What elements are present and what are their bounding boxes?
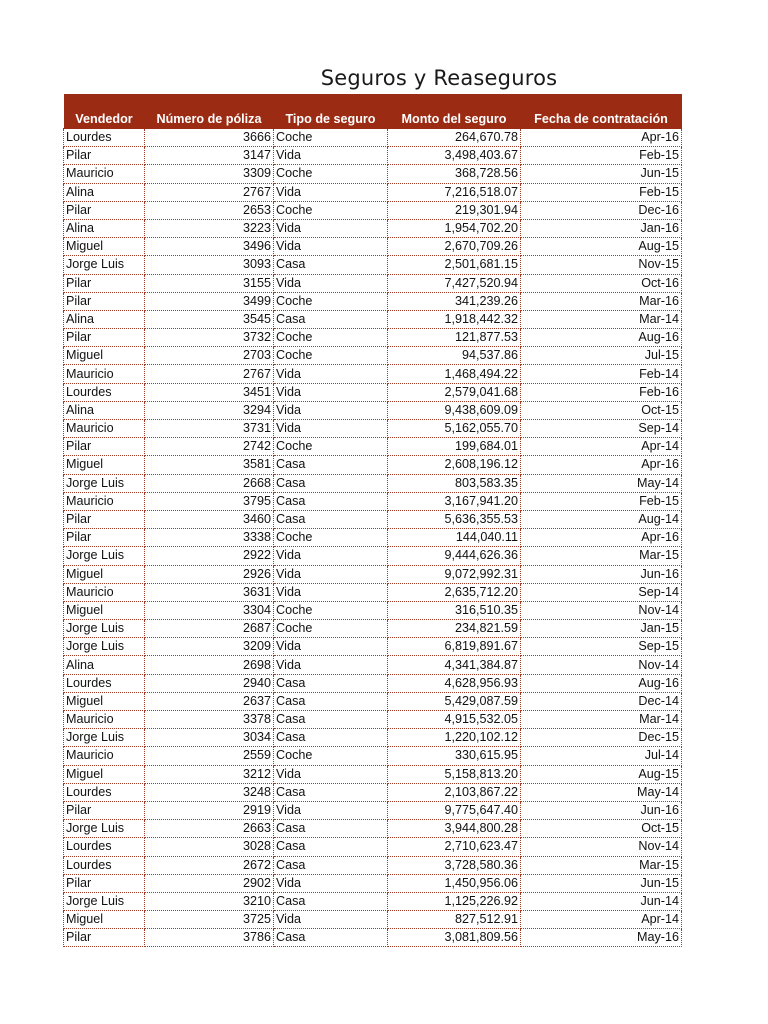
- cell-numero-poliza[interactable]: 3581: [145, 456, 274, 474]
- cell-monto-seguro[interactable]: 94,537.86: [388, 347, 521, 365]
- table-row: [64, 365, 682, 383]
- column-header-tipo-seguro[interactable]: Tipo de seguro: [274, 94, 388, 129]
- cell-tipo-seguro[interactable]: Casa: [274, 674, 388, 692]
- cell-vendedor[interactable]: Miguel: [64, 456, 145, 474]
- cell-fecha-contratacion[interactable]: Oct-16: [521, 274, 682, 292]
- cell-vendedor[interactable]: Lourdes: [64, 674, 145, 692]
- cell-fecha-contratacion[interactable]: Jul-15: [521, 347, 682, 365]
- cell-fecha-contratacion[interactable]: Apr-14: [521, 911, 682, 929]
- table-row: [64, 601, 682, 619]
- cell-numero-poliza[interactable]: 3786: [145, 929, 274, 947]
- cell-fecha-contratacion[interactable]: Feb-15: [521, 183, 682, 201]
- table-row: [64, 911, 682, 929]
- cell-tipo-seguro[interactable]: Vida: [274, 801, 388, 819]
- cell-vendedor[interactable]: Pilar: [64, 874, 145, 892]
- cell-vendedor[interactable]: Pilar: [64, 510, 145, 528]
- cell-monto-seguro[interactable]: 368,728.56: [388, 165, 521, 183]
- cell-vendedor[interactable]: Pilar: [64, 147, 145, 165]
- cell-tipo-seguro[interactable]: Vida: [274, 874, 388, 892]
- cell-fecha-contratacion[interactable]: Jan-16: [521, 219, 682, 237]
- column-header-monto-seguro[interactable]: Monto del seguro: [388, 94, 521, 129]
- cell-monto-seguro[interactable]: 4,915,532.05: [388, 711, 521, 729]
- cell-monto-seguro[interactable]: 7,216,518.07: [388, 183, 521, 201]
- cell-tipo-seguro[interactable]: Casa: [274, 929, 388, 947]
- table-row: [64, 510, 682, 528]
- cell-numero-poliza[interactable]: 2653: [145, 201, 274, 219]
- cell-monto-seguro[interactable]: 199,684.01: [388, 438, 521, 456]
- cell-fecha-contratacion[interactable]: Feb-14: [521, 365, 682, 383]
- cell-numero-poliza[interactable]: 2767: [145, 183, 274, 201]
- cell-fecha-contratacion[interactable]: Oct-15: [521, 401, 682, 419]
- cell-tipo-seguro[interactable]: Vida: [274, 238, 388, 256]
- cell-vendedor[interactable]: Alina: [64, 310, 145, 328]
- cell-numero-poliza[interactable]: 3147: [145, 147, 274, 165]
- cell-numero-poliza[interactable]: 3209: [145, 638, 274, 656]
- cell-vendedor[interactable]: Mauricio: [64, 747, 145, 765]
- table-row: [64, 219, 682, 237]
- cell-tipo-seguro[interactable]: Vida: [274, 547, 388, 565]
- cell-vendedor[interactable]: Jorge Luis: [64, 620, 145, 638]
- cell-monto-seguro[interactable]: 2,103,867.22: [388, 783, 521, 801]
- table-row: [64, 529, 682, 547]
- cell-vendedor[interactable]: Jorge Luis: [64, 256, 145, 274]
- sheet-title: Seguros y Reaseguros: [320, 66, 558, 90]
- cell-monto-seguro[interactable]: 2,670,709.26: [388, 238, 521, 256]
- cell-monto-seguro[interactable]: 9,438,609.09: [388, 401, 521, 419]
- cell-vendedor[interactable]: Pilar: [64, 529, 145, 547]
- cell-monto-seguro[interactable]: 341,239.26: [388, 292, 521, 310]
- cell-tipo-seguro[interactable]: Vida: [274, 638, 388, 656]
- cell-monto-seguro[interactable]: 219,301.94: [388, 201, 521, 219]
- cell-numero-poliza[interactable]: 3732: [145, 329, 274, 347]
- cell-monto-seguro[interactable]: 234,821.59: [388, 620, 521, 638]
- table-row: [64, 711, 682, 729]
- column-header-numero-poliza[interactable]: Número de póliza: [145, 94, 274, 129]
- cell-monto-seguro[interactable]: 7,427,520.94: [388, 274, 521, 292]
- cell-numero-poliza[interactable]: 3545: [145, 310, 274, 328]
- header-row: [64, 94, 682, 129]
- cell-vendedor[interactable]: Mauricio: [64, 583, 145, 601]
- cell-fecha-contratacion[interactable]: Apr-16: [521, 456, 682, 474]
- cell-vendedor[interactable]: Pilar: [64, 438, 145, 456]
- table-row: [64, 238, 682, 256]
- table-row: [64, 820, 682, 838]
- cell-tipo-seguro[interactable]: Casa: [274, 510, 388, 528]
- cell-tipo-seguro[interactable]: Vida: [274, 420, 388, 438]
- cell-numero-poliza[interactable]: 3499: [145, 292, 274, 310]
- cell-numero-poliza[interactable]: 3666: [145, 129, 274, 147]
- table-row: [64, 492, 682, 510]
- cell-fecha-contratacion[interactable]: Jun-15: [521, 165, 682, 183]
- table-header: [64, 94, 682, 129]
- cell-monto-seguro[interactable]: 3,167,941.20: [388, 492, 521, 510]
- cell-tipo-seguro[interactable]: Vida: [274, 365, 388, 383]
- cell-monto-seguro[interactable]: 1,450,956.06: [388, 874, 521, 892]
- cell-numero-poliza[interactable]: 3093: [145, 256, 274, 274]
- cell-tipo-seguro[interactable]: Coche: [274, 347, 388, 365]
- table-row: [64, 765, 682, 783]
- cell-vendedor[interactable]: Mauricio: [64, 420, 145, 438]
- table-row: [64, 565, 682, 583]
- cell-tipo-seguro[interactable]: Casa: [274, 783, 388, 801]
- cell-fecha-contratacion[interactable]: Mar-14: [521, 310, 682, 328]
- cell-tipo-seguro[interactable]: Casa: [274, 692, 388, 710]
- table-row: [64, 438, 682, 456]
- cell-tipo-seguro[interactable]: Vida: [274, 765, 388, 783]
- cell-tipo-seguro[interactable]: Casa: [274, 256, 388, 274]
- cell-monto-seguro[interactable]: 1,125,226.92: [388, 892, 521, 910]
- cell-fecha-contratacion[interactable]: Jun-14: [521, 892, 682, 910]
- cell-numero-poliza[interactable]: 3294: [145, 401, 274, 419]
- cell-monto-seguro[interactable]: 1,468,494.22: [388, 365, 521, 383]
- cell-monto-seguro[interactable]: 5,162,055.70: [388, 420, 521, 438]
- cell-numero-poliza[interactable]: 3378: [145, 711, 274, 729]
- cell-vendedor[interactable]: Jorge Luis: [64, 638, 145, 656]
- cell-fecha-contratacion[interactable]: Sep-14: [521, 583, 682, 601]
- table-row: [64, 474, 682, 492]
- table-row: [64, 147, 682, 165]
- cell-tipo-seguro[interactable]: Vida: [274, 401, 388, 419]
- column-header-fecha-contratacion[interactable]: Fecha de contratación: [521, 94, 682, 129]
- cell-monto-seguro[interactable]: 1,220,102.12: [388, 729, 521, 747]
- cell-monto-seguro[interactable]: 803,583.35: [388, 474, 521, 492]
- cell-numero-poliza[interactable]: 3028: [145, 838, 274, 856]
- cell-numero-poliza[interactable]: 3034: [145, 729, 274, 747]
- cell-tipo-seguro[interactable]: Coche: [274, 529, 388, 547]
- cell-monto-seguro[interactable]: 1,954,702.20: [388, 219, 521, 237]
- cell-numero-poliza[interactable]: 2637: [145, 692, 274, 710]
- cell-numero-poliza[interactable]: 3309: [145, 165, 274, 183]
- cell-fecha-contratacion[interactable]: May-14: [521, 783, 682, 801]
- cell-monto-seguro[interactable]: 2,710,623.47: [388, 838, 521, 856]
- table-row: [64, 929, 682, 947]
- cell-fecha-contratacion[interactable]: Nov-14: [521, 656, 682, 674]
- cell-numero-poliza[interactable]: 2698: [145, 656, 274, 674]
- cell-tipo-seguro[interactable]: Casa: [274, 856, 388, 874]
- cell-numero-poliza[interactable]: 3155: [145, 274, 274, 292]
- cell-tipo-seguro[interactable]: Coche: [274, 601, 388, 619]
- cell-vendedor[interactable]: Miguel: [64, 601, 145, 619]
- cell-numero-poliza[interactable]: 2663: [145, 820, 274, 838]
- cell-tipo-seguro[interactable]: Coche: [274, 329, 388, 347]
- table-row: [64, 347, 682, 365]
- table-row: [64, 583, 682, 601]
- table-row: [64, 783, 682, 801]
- cell-monto-seguro[interactable]: 264,670.78: [388, 129, 521, 147]
- cell-numero-poliza[interactable]: 2559: [145, 747, 274, 765]
- cell-tipo-seguro[interactable]: Vida: [274, 656, 388, 674]
- cell-monto-seguro[interactable]: 5,429,087.59: [388, 692, 521, 710]
- cell-vendedor[interactable]: Mauricio: [64, 492, 145, 510]
- table-row: [64, 274, 682, 292]
- cell-monto-seguro[interactable]: 9,444,626.36: [388, 547, 521, 565]
- table-row: [64, 547, 682, 565]
- cell-vendedor[interactable]: Miguel: [64, 765, 145, 783]
- cell-monto-seguro[interactable]: 121,877.53: [388, 329, 521, 347]
- cell-tipo-seguro[interactable]: Casa: [274, 729, 388, 747]
- cell-monto-seguro[interactable]: 2,608,196.12: [388, 456, 521, 474]
- table-row: [64, 638, 682, 656]
- cell-vendedor[interactable]: Pilar: [64, 329, 145, 347]
- cell-vendedor[interactable]: Pilar: [64, 274, 145, 292]
- cell-fecha-contratacion[interactable]: Mar-14: [521, 711, 682, 729]
- cell-tipo-seguro[interactable]: Casa: [274, 474, 388, 492]
- cell-fecha-contratacion[interactable]: May-16: [521, 929, 682, 947]
- cell-monto-seguro[interactable]: 3,498,403.67: [388, 147, 521, 165]
- cell-numero-poliza[interactable]: 3223: [145, 219, 274, 237]
- cell-numero-poliza[interactable]: 3212: [145, 765, 274, 783]
- cell-vendedor[interactable]: Alina: [64, 183, 145, 201]
- column-header-vendedor[interactable]: Vendedor: [64, 94, 145, 129]
- cell-tipo-seguro[interactable]: Coche: [274, 620, 388, 638]
- cell-fecha-contratacion[interactable]: Sep-15: [521, 638, 682, 656]
- table-row: [64, 256, 682, 274]
- cell-tipo-seguro[interactable]: Casa: [274, 838, 388, 856]
- cell-monto-seguro[interactable]: 5,158,813.20: [388, 765, 521, 783]
- cell-fecha-contratacion[interactable]: Feb-15: [521, 492, 682, 510]
- cell-monto-seguro[interactable]: 2,579,041.68: [388, 383, 521, 401]
- table-row: [64, 456, 682, 474]
- cell-vendedor[interactable]: Lourdes: [64, 783, 145, 801]
- cell-numero-poliza[interactable]: 3338: [145, 529, 274, 547]
- cell-vendedor[interactable]: Miguel: [64, 911, 145, 929]
- table-row: [64, 892, 682, 910]
- cell-vendedor[interactable]: Lourdes: [64, 383, 145, 401]
- cell-vendedor[interactable]: Pilar: [64, 929, 145, 947]
- cell-numero-poliza[interactable]: 2687: [145, 620, 274, 638]
- cell-vendedor[interactable]: Jorge Luis: [64, 729, 145, 747]
- cell-fecha-contratacion[interactable]: Dec-16: [521, 201, 682, 219]
- cell-tipo-seguro[interactable]: Coche: [274, 165, 388, 183]
- cell-monto-seguro[interactable]: 9,775,647.40: [388, 801, 521, 819]
- table-row: [64, 129, 682, 147]
- cell-fecha-contratacion[interactable]: Mar-15: [521, 856, 682, 874]
- table-row: [64, 856, 682, 874]
- cell-tipo-seguro[interactable]: Vida: [274, 383, 388, 401]
- table-row: [64, 874, 682, 892]
- cell-monto-seguro[interactable]: 3,081,809.56: [388, 929, 521, 947]
- cell-vendedor[interactable]: Jorge Luis: [64, 892, 145, 910]
- cell-fecha-contratacion[interactable]: Jun-16: [521, 565, 682, 583]
- cell-fecha-contratacion[interactable]: Aug-14: [521, 510, 682, 528]
- cell-vendedor[interactable]: Miguel: [64, 238, 145, 256]
- cell-monto-seguro[interactable]: 330,615.95: [388, 747, 521, 765]
- cell-numero-poliza[interactable]: 3731: [145, 420, 274, 438]
- cell-monto-seguro[interactable]: 6,819,891.67: [388, 638, 521, 656]
- cell-tipo-seguro[interactable]: Casa: [274, 456, 388, 474]
- cell-fecha-contratacion[interactable]: Apr-16: [521, 129, 682, 147]
- cell-numero-poliza[interactable]: 2742: [145, 438, 274, 456]
- cell-numero-poliza[interactable]: 2672: [145, 856, 274, 874]
- insurance-table: [63, 94, 682, 947]
- cell-vendedor[interactable]: Jorge Luis: [64, 547, 145, 565]
- cell-monto-seguro[interactable]: 5,636,355.53: [388, 510, 521, 528]
- cell-numero-poliza[interactable]: 2668: [145, 474, 274, 492]
- cell-tipo-seguro[interactable]: Casa: [274, 711, 388, 729]
- table-row: [64, 383, 682, 401]
- cell-numero-poliza[interactable]: 3248: [145, 783, 274, 801]
- cell-vendedor[interactable]: Pilar: [64, 292, 145, 310]
- cell-numero-poliza[interactable]: 3210: [145, 892, 274, 910]
- table-row: [64, 201, 682, 219]
- cell-fecha-contratacion[interactable]: Sep-14: [521, 420, 682, 438]
- cell-fecha-contratacion[interactable]: Apr-14: [521, 438, 682, 456]
- cell-vendedor[interactable]: Lourdes: [64, 129, 145, 147]
- cell-monto-seguro[interactable]: 4,341,384.87: [388, 656, 521, 674]
- cell-tipo-seguro[interactable]: Vida: [274, 583, 388, 601]
- cell-numero-poliza[interactable]: 2919: [145, 801, 274, 819]
- cell-fecha-contratacion[interactable]: Nov-14: [521, 838, 682, 856]
- cell-fecha-contratacion[interactable]: Nov-15: [521, 256, 682, 274]
- cell-fecha-contratacion[interactable]: Mar-15: [521, 547, 682, 565]
- table-row: [64, 420, 682, 438]
- table-row: [64, 329, 682, 347]
- cell-fecha-contratacion[interactable]: Aug-15: [521, 765, 682, 783]
- cell-tipo-seguro[interactable]: Vida: [274, 219, 388, 237]
- cell-fecha-contratacion[interactable]: Aug-15: [521, 238, 682, 256]
- cell-numero-poliza[interactable]: 3631: [145, 583, 274, 601]
- cell-vendedor[interactable]: Alina: [64, 401, 145, 419]
- table-row: [64, 620, 682, 638]
- cell-tipo-seguro[interactable]: Coche: [274, 129, 388, 147]
- cell-fecha-contratacion[interactable]: Feb-16: [521, 383, 682, 401]
- cell-vendedor[interactable]: Lourdes: [64, 838, 145, 856]
- cell-vendedor[interactable]: Jorge Luis: [64, 474, 145, 492]
- cell-monto-seguro[interactable]: 2,635,712.20: [388, 583, 521, 601]
- cell-monto-seguro[interactable]: 9,072,992.31: [388, 565, 521, 583]
- cell-vendedor[interactable]: Pilar: [64, 801, 145, 819]
- cell-monto-seguro[interactable]: 2,501,681.15: [388, 256, 521, 274]
- table-row: [64, 801, 682, 819]
- table-row: [64, 838, 682, 856]
- table-row: [64, 310, 682, 328]
- cell-tipo-seguro[interactable]: Casa: [274, 820, 388, 838]
- cell-numero-poliza[interactable]: 3460: [145, 510, 274, 528]
- cell-monto-seguro[interactable]: 144,040.11: [388, 529, 521, 547]
- cell-vendedor[interactable]: Mauricio: [64, 711, 145, 729]
- cell-tipo-seguro[interactable]: Casa: [274, 892, 388, 910]
- cell-numero-poliza[interactable]: 3304: [145, 601, 274, 619]
- cell-vendedor[interactable]: Miguel: [64, 347, 145, 365]
- cell-fecha-contratacion[interactable]: Dec-14: [521, 692, 682, 710]
- table-row: [64, 656, 682, 674]
- table-row: [64, 292, 682, 310]
- cell-numero-poliza[interactable]: 2926: [145, 565, 274, 583]
- table-row: [64, 401, 682, 419]
- table-row: [64, 747, 682, 765]
- cell-fecha-contratacion[interactable]: Aug-16: [521, 329, 682, 347]
- cell-tipo-seguro[interactable]: Vida: [274, 147, 388, 165]
- cell-tipo-seguro[interactable]: Casa: [274, 310, 388, 328]
- cell-monto-seguro[interactable]: 316,510.35: [388, 601, 521, 619]
- cell-monto-seguro[interactable]: 3,728,580.36: [388, 856, 521, 874]
- cell-vendedor[interactable]: Lourdes: [64, 856, 145, 874]
- cell-fecha-contratacion[interactable]: Aug-16: [521, 674, 682, 692]
- cell-tipo-seguro[interactable]: Casa: [274, 492, 388, 510]
- cell-numero-poliza[interactable]: 3496: [145, 238, 274, 256]
- cell-tipo-seguro[interactable]: Coche: [274, 201, 388, 219]
- cell-numero-poliza[interactable]: 3451: [145, 383, 274, 401]
- cell-numero-poliza[interactable]: 3795: [145, 492, 274, 510]
- cell-vendedor[interactable]: Pilar: [64, 201, 145, 219]
- cell-monto-seguro[interactable]: 4,628,956.93: [388, 674, 521, 692]
- table-row: [64, 165, 682, 183]
- cell-numero-poliza[interactable]: 2940: [145, 674, 274, 692]
- table-row: [64, 692, 682, 710]
- table-row: [64, 183, 682, 201]
- cell-fecha-contratacion[interactable]: Feb-15: [521, 147, 682, 165]
- cell-fecha-contratacion[interactable]: Jul-14: [521, 747, 682, 765]
- cell-fecha-contratacion[interactable]: Jun-16: [521, 801, 682, 819]
- cell-vendedor[interactable]: Mauricio: [64, 165, 145, 183]
- cell-vendedor[interactable]: Alina: [64, 219, 145, 237]
- cell-numero-poliza[interactable]: 2902: [145, 874, 274, 892]
- cell-numero-poliza[interactable]: 2922: [145, 547, 274, 565]
- cell-vendedor[interactable]: Jorge Luis: [64, 820, 145, 838]
- cell-fecha-contratacion[interactable]: Jun-15: [521, 874, 682, 892]
- cell-tipo-seguro[interactable]: Vida: [274, 911, 388, 929]
- table-row: [64, 729, 682, 747]
- cell-fecha-contratacion[interactable]: May-14: [521, 474, 682, 492]
- table-body: [64, 129, 682, 947]
- cell-monto-seguro[interactable]: 1,918,442.32: [388, 310, 521, 328]
- cell-vendedor[interactable]: Mauricio: [64, 365, 145, 383]
- cell-numero-poliza[interactable]: 2703: [145, 347, 274, 365]
- cell-vendedor[interactable]: Miguel: [64, 565, 145, 583]
- cell-fecha-contratacion[interactable]: Apr-16: [521, 529, 682, 547]
- cell-fecha-contratacion[interactable]: Mar-16: [521, 292, 682, 310]
- cell-monto-seguro[interactable]: 3,944,800.28: [388, 820, 521, 838]
- cell-tipo-seguro[interactable]: Coche: [274, 292, 388, 310]
- cell-monto-seguro[interactable]: 827,512.91: [388, 911, 521, 929]
- cell-fecha-contratacion[interactable]: Nov-14: [521, 601, 682, 619]
- cell-vendedor[interactable]: Alina: [64, 656, 145, 674]
- cell-tipo-seguro[interactable]: Vida: [274, 183, 388, 201]
- cell-fecha-contratacion[interactable]: Dec-15: [521, 729, 682, 747]
- cell-fecha-contratacion[interactable]: Oct-15: [521, 820, 682, 838]
- cell-tipo-seguro[interactable]: Coche: [274, 438, 388, 456]
- cell-tipo-seguro[interactable]: Coche: [274, 747, 388, 765]
- cell-vendedor[interactable]: Miguel: [64, 692, 145, 710]
- table-row: [64, 674, 682, 692]
- cell-numero-poliza[interactable]: 2767: [145, 365, 274, 383]
- cell-numero-poliza[interactable]: 3725: [145, 911, 274, 929]
- cell-tipo-seguro[interactable]: Vida: [274, 565, 388, 583]
- cell-tipo-seguro[interactable]: Vida: [274, 274, 388, 292]
- cell-fecha-contratacion[interactable]: Jan-15: [521, 620, 682, 638]
